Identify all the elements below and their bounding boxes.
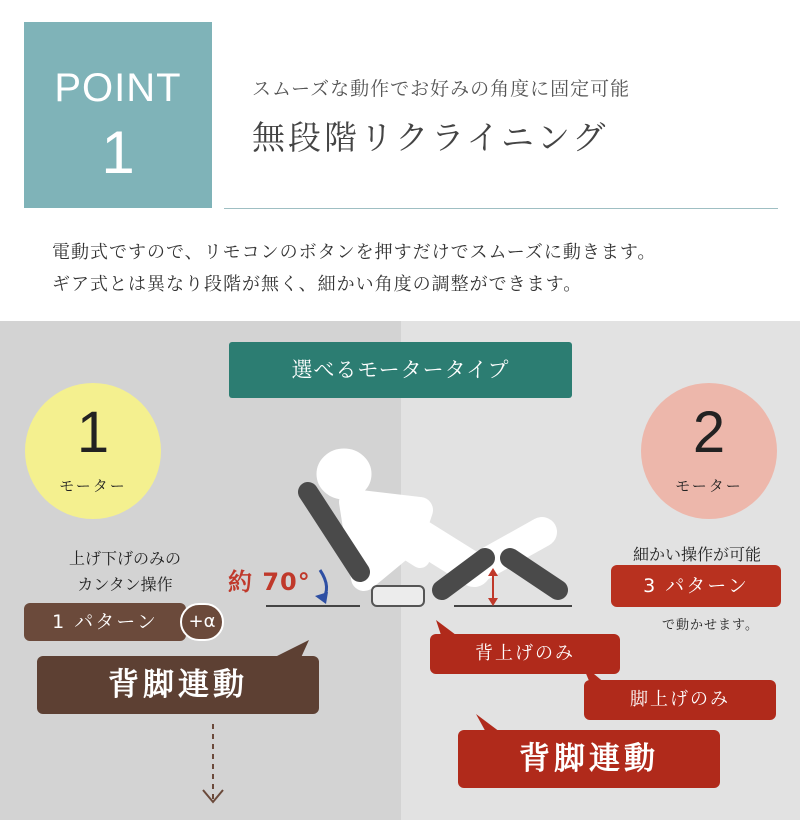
back-only-badge: 背上げのみ	[430, 634, 620, 674]
feature-title: 無段階リクライニング	[252, 118, 609, 157]
point-number: 1	[101, 119, 135, 186]
feature-subtitle: スムーズな動作でお好みの角度に固定可能	[252, 78, 631, 100]
motor-1-linked-badge: 背脚連動	[37, 656, 319, 714]
motor-1-pattern-badge: 1 パターン	[24, 603, 186, 641]
dotted-down-arrow-icon	[198, 722, 228, 812]
plus-alpha-badge: +α	[180, 603, 224, 641]
motor-2-note-bottom: で動かせます。	[662, 618, 759, 633]
motor-1-note	[30, 546, 220, 598]
motor-1-badge	[25, 383, 161, 519]
point-badge	[24, 22, 212, 208]
bed-seat-section	[372, 586, 424, 606]
motor-1-note-line-1: 上げ下げのみの	[68, 549, 181, 568]
motor-2-note-top: 細かい操作が可能	[632, 545, 761, 564]
header-divider	[224, 208, 778, 209]
leg-only-badge: 脚上げのみ	[584, 680, 776, 720]
motor-2-badge	[641, 383, 777, 519]
motor-2-label: モーター	[675, 477, 743, 495]
motor-2-linked-badge: 背脚連動	[458, 730, 720, 788]
description-line-2: ギア式とは異なり段階が無く、細かい角度の調整ができます。	[52, 274, 583, 295]
motor-2-number: 2	[692, 400, 726, 465]
bed-leg-section	[510, 558, 558, 590]
description-line-1: 電動式ですので、リモコンのボタンを押すだけでスムーズに動きます。	[52, 242, 657, 263]
motor-1-note-line-2: カンタン操作	[77, 575, 173, 594]
motor-type-heading: 選べるモータータイプ	[229, 342, 572, 398]
angle-label: 約 70°	[228, 568, 311, 596]
point-label: POINT	[54, 66, 182, 110]
motor-1-label: モーター	[59, 477, 127, 495]
motor-1-number: 1	[76, 400, 110, 465]
motor-2-pattern-badge: 3 パターン	[611, 565, 781, 607]
